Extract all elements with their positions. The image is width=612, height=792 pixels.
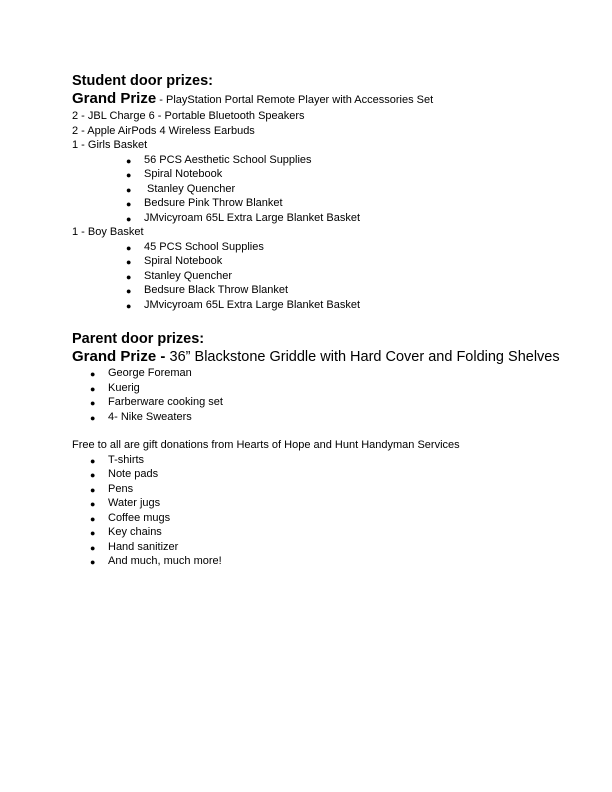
bullet-icon: ● [126, 271, 132, 282]
bullet-icon: ● [126, 300, 132, 311]
bullet-icon: ● [126, 242, 132, 253]
bullet-icon: ● [126, 199, 132, 209]
girls-basket-list [72, 153, 542, 226]
parent-grand-label: Grand Prize - [72, 348, 170, 365]
list-item: ● 4- Nike Sweaters [72, 410, 542, 425]
bullet-icon: ● [90, 412, 96, 423]
list-item: ● Hand sanitizer [72, 540, 542, 555]
bullet-icon: ● [90, 557, 96, 567]
bullet-icon: ● [126, 257, 132, 267]
list-item: ● Key chains [72, 525, 542, 540]
list-item: ● Pens [72, 482, 542, 497]
student-grand-text: - PlayStation Portal Remote Player with Accessories Set [156, 94, 434, 106]
parent-grand-prize [72, 348, 560, 366]
list-item: ● Kuerig [72, 381, 542, 396]
bullet-icon: ● [126, 213, 132, 224]
bullet-icon: ● [126, 170, 132, 180]
student-line: 2 - JBL Charge 6 - Portable Bluetooth Speakers [72, 110, 305, 122]
list-item: ● Farberware cooking set [72, 395, 542, 410]
student-line: 2 - Apple AirPods 4 Wireless Earbuds [72, 124, 255, 137]
list-item: ● Spiral Notebook [72, 254, 542, 269]
bullet-icon: ● [90, 470, 96, 480]
list-item: ● Bedsure Black Throw Blanket [72, 283, 542, 298]
list-item: ● 56 PCS Aesthetic School Supplies [72, 153, 542, 168]
student-heading: Student door prizes: [72, 73, 213, 89]
list-item: ● 45 PCS School Supplies [72, 240, 542, 255]
bullet-icon: ● [90, 513, 96, 524]
free-gift-list [72, 453, 542, 569]
list-item: ● Stanley Quencher [72, 182, 542, 197]
list-item: ● Spiral Notebook [72, 167, 542, 182]
student-line: 1 - Girls Basket [72, 139, 148, 151]
bullet-icon: ● [126, 286, 132, 296]
list-item: ● JMvicyroam 65L Extra Large Blanket Basket [72, 211, 542, 226]
list-item: ● Note pads [72, 467, 542, 482]
bullet-icon: ● [90, 484, 96, 495]
bullet-icon: ● [90, 528, 96, 538]
document-page [72, 72, 560, 569]
bullet-icon: ● [90, 383, 96, 394]
parent-grand-text: 36” Blackstone Griddle with Hard Cover and Folding Shelves [169, 349, 560, 365]
list-item: ● Water jugs [72, 496, 542, 511]
list-item: ● George Foreman [72, 366, 542, 381]
bullet-icon: ● [126, 155, 132, 166]
bullet-icon: ● [90, 398, 96, 408]
list-item: ● Coffee mugs [72, 511, 542, 526]
bullet-icon: ● [126, 184, 132, 195]
list-item: ● And much, much more! [72, 554, 542, 569]
list-item: ● Bedsure Pink Throw Blanket [72, 196, 542, 211]
boy-basket-label: 1 - Boy Basket [72, 226, 144, 238]
student-grand-label: Grand Prize [72, 90, 157, 107]
list-item: ● T-shirts [72, 453, 542, 468]
boy-basket-list [72, 240, 542, 313]
free-intro: Free to all are gift donations from Hearts of Hope and Hunt Handyman Services [72, 439, 460, 451]
bullet-icon: ● [90, 499, 96, 509]
student-grand-prize [72, 90, 542, 109]
parent-heading: Parent door prizes: [72, 331, 205, 347]
parent-prize-list [72, 366, 542, 424]
bullet-icon: ● [90, 455, 96, 466]
bullet-icon: ● [90, 542, 96, 553]
list-item: ● Stanley Quencher [72, 269, 542, 284]
list-item: ● JMvicyroam 65L Extra Large Blanket Basket [72, 298, 542, 313]
bullet-icon: ● [90, 369, 96, 379]
